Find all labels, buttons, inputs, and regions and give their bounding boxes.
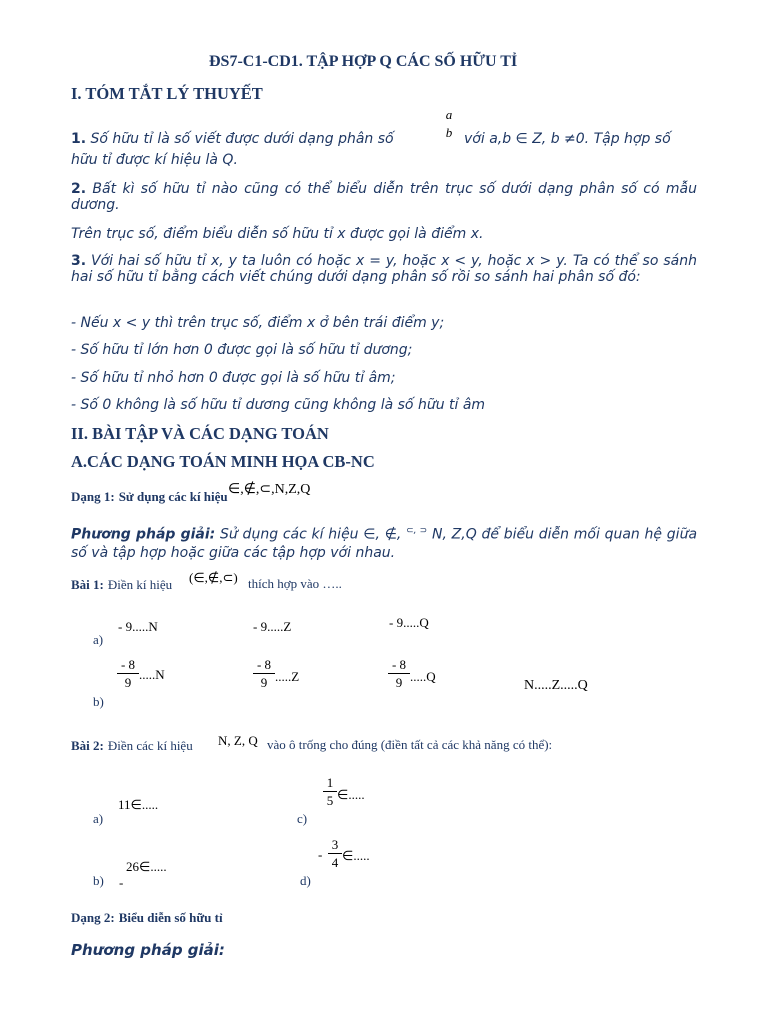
point-number: 1. [71,131,87,147]
method-label-2: Phương pháp giải: [71,941,225,959]
fraction-line [388,673,410,674]
fraction-line [253,673,275,674]
method-paragraph [71,522,697,562]
exercise-1-symbols: (∈,∉,⊂) [189,570,238,585]
exercise-1-b-item-4: N.....Z.....Q [524,678,588,693]
exercise-1-a-item-3: - 9.....Q [389,615,429,630]
type-1-heading [71,488,228,506]
theory-point-1-line2: hữu tỉ được kí hiệu là Q. [71,152,238,168]
exercise-label: Bài 1: [71,577,104,592]
exercise-1-after: thích hợp vào ….. [248,576,342,591]
fraction-line [442,123,456,124]
theory-bullet-2: - Số hữu tỉ lớn hơn 0 được gọi là số hữu tỉ dương; [71,342,413,358]
exercise-2-c-fraction [323,775,337,808]
exercise-1-b-item-1-suffix: .....N [139,667,165,682]
fraction-numerator: - 8 [256,657,272,672]
fraction-numerator: a [445,107,453,122]
type-1-symbols: ∈,∉,⊂,N,Z,Q [228,482,311,497]
fraction-denominator: 9 [260,675,268,690]
point-text: Bất kì số hữu tỉ nào cũng có thể biểu diễn trên trục số dưới dạng phân số có mẫu dương. [71,181,697,213]
point-text: Với hai số hữu tỉ x, y ta luôn có hoặc x = y, hoặc x < y, hoặc x > y. Ta có thể so sánh hai số hữu tỉ bằng cách viết chúng dưới dạng phân số rồi so sánh hai phân số đó: [71,253,697,285]
point-number: 3. [71,253,87,269]
exercise-2-part-d-label: d) [300,873,311,888]
fraction-a-over-b [442,107,456,140]
exercise-2-part-b-label: b) [93,873,104,888]
method-text-b: N, Z,Q để biểu diễn mối quan hệ giữa số và tập hợp hoặc giữa các tập hợp với nhau. [71,526,698,561]
exercise-2-part-a-label: a) [93,811,104,826]
exercise-label: Bài 2: [71,738,104,753]
exercise-1-a-item-2: - 9.....Z [253,619,292,634]
exercise-2-d-minus: - [318,847,323,862]
exercise-1-part-b-label: b) [93,694,104,709]
method-subset-symbols: ⊂, ⊃ [406,526,428,536]
exercise-2-heading [71,737,193,755]
exercise-2-b-dash: - [119,875,124,890]
fraction-line [328,853,342,854]
theory-bullet-4: - Số 0 không là số hữu tỉ dương cũng không là số hữu tỉ âm [71,397,486,413]
exercise-1-b-fraction-3 [388,657,410,690]
exercise-2-part-c-label: c) [297,811,308,826]
theory-point-3 [71,253,697,285]
fraction-denominator: 9 [124,675,132,690]
type-title: Biểu diễn số hữu tỉ [118,910,223,925]
section-heading-sample-types: A.CÁC DẠNG TOÁN MINH HỌA CB-NC [71,452,375,471]
fraction-numerator: 1 [326,775,334,790]
section-heading-theory: I. TÓM TẮT LÝ THUYẾT [71,84,263,103]
exercise-2-a-expression: 11∈..... [118,797,159,812]
exercise-2-d-suffix: ∈..... [342,848,370,863]
exercise-1-b-fraction-1 [117,657,139,690]
exercise-1-b-fraction-2 [253,657,275,690]
point-number: 2. [71,181,87,197]
theory-point-2-note: Trên trục số, điểm biểu diễn số hữu tỉ x được gọi là điểm x. [71,226,484,242]
exercise-text: Điền các kí hiệu [107,738,193,753]
method-text-a: Sử dụng các kí hiệu ∈, ∉, [220,526,402,543]
document-title: ĐS7-C1-CD1. TẬP HỢP Q CÁC SỐ HỮU TỈ [209,53,518,70]
method-label: Phương pháp giải: [71,526,216,543]
exercise-2-c-suffix: ∈..... [337,787,365,802]
theory-bullet-1: - Nếu x < y thì trên trục số, điểm x ở bên trái điểm y; [71,315,445,331]
exercise-1-part-a-label: a) [93,632,104,647]
fraction-denominator: 4 [331,855,339,870]
theory-point-1-after: với a,b ∈ Z, b ≠0. Tập hợp số [464,131,671,147]
type-title: Sử dụng các kí hiệu [118,489,228,504]
exercise-2-b-expression: 26∈..... [126,859,167,874]
fraction-denominator: b [445,125,453,140]
theory-point-2 [71,181,697,213]
exercise-text: Điền kí hiệu [107,577,173,592]
exercise-1-b-item-3-suffix: .....Q [410,669,436,684]
exercise-1-a-item-1: - 9.....N [118,619,158,634]
fraction-numerator: - 8 [120,657,136,672]
exercise-1-b-item-2-suffix: .....Z [275,669,300,684]
theory-point-1-line1 [71,131,394,147]
fraction-denominator: 9 [395,675,403,690]
type-label: Dạng 2: [71,910,115,925]
exercise-2-d-fraction [328,837,342,870]
exercise-2-symbols: N, Z, Q [218,733,258,748]
fraction-numerator: 3 [331,837,339,852]
section-heading-exercises: II. BÀI TẬP VÀ CÁC DẠNG TOÁN [71,424,329,443]
point-text: Số hữu tỉ là số viết được dưới dạng phân số [90,131,394,147]
fraction-line [323,791,337,792]
exercise-1-heading [71,576,172,594]
type-label: Dạng 1: [71,489,115,504]
fraction-denominator: 5 [326,793,334,808]
exercise-2-after: vào ô trống cho đúng (điền tất cả các khả năng có thể): [267,737,553,752]
fraction-line [117,673,139,674]
fraction-numerator: - 8 [391,657,407,672]
theory-bullet-3: - Số hữu tỉ nhỏ hơn 0 được gọi là số hữu tỉ âm; [71,370,396,386]
type-2-heading [71,909,223,927]
